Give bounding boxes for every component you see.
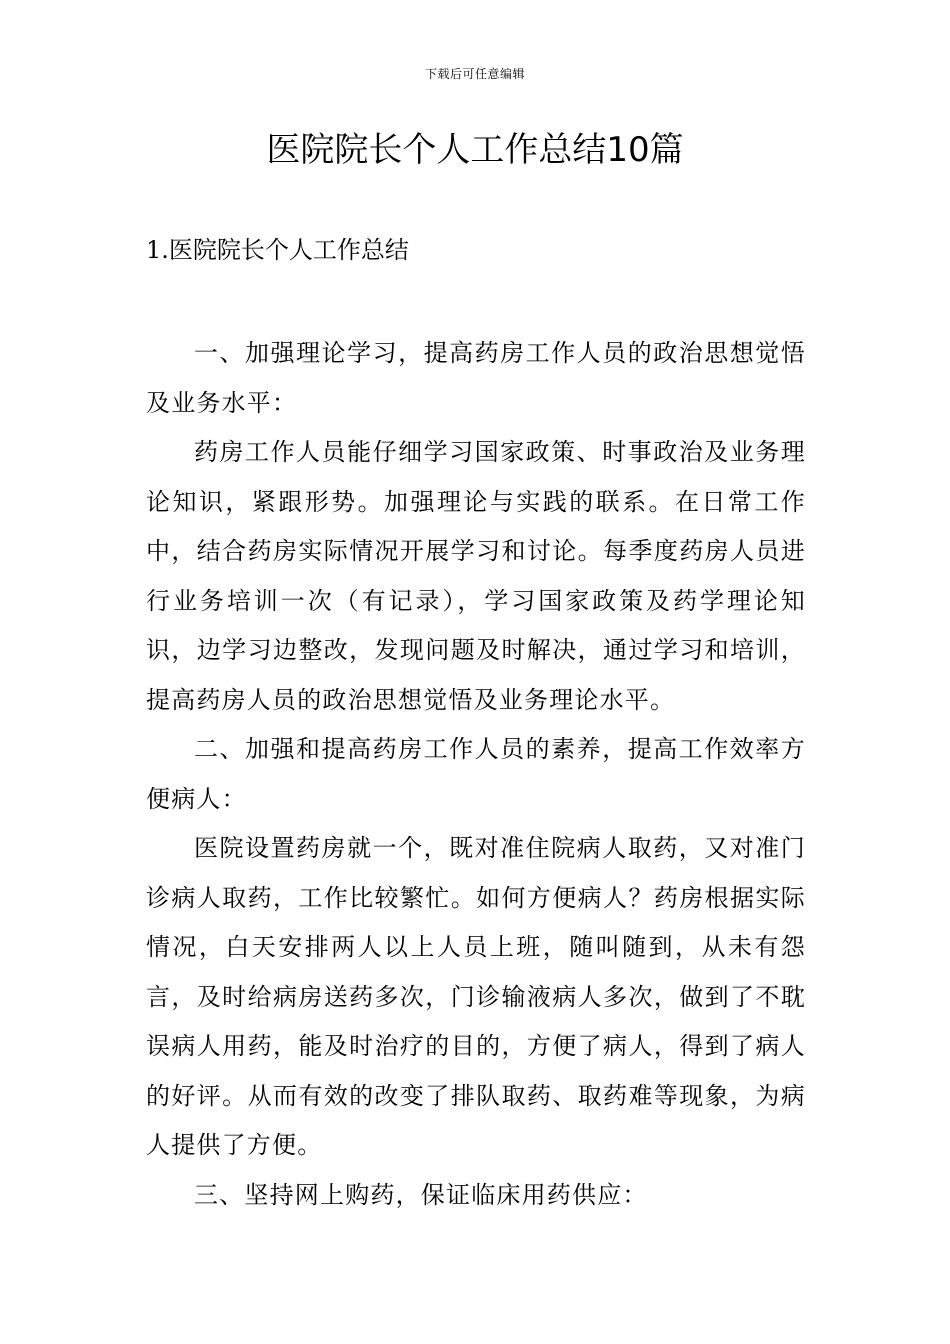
paragraph-2: 药房工作人员能仔细学习国家政策、时事政治及业务理论知识，紧跟形势。加强理论与实践的联系。在日常工作中，结合药房实际情况开展学习和讨论。每季度药房人员进行业务培训一次（有记录），学习国家政策及药学理论知识，边学习边整改，发现问题及时解决，通过学习和培训，提高药房人员的政治思想觉悟及业务理论水平。 [146, 438, 806, 714]
paragraph-5: 三、坚持网上购药，保证临床用药供应： [194, 1180, 648, 1209]
section-heading: 1.医院院长个人工作总结 [146, 236, 409, 264]
paragraph-3: 二、加强和提高药房工作人员的素养，提高工作效率方便病人： [146, 735, 806, 813]
document-title: 医院院长个人工作总结10篇 [266, 130, 684, 170]
paragraph-4: 医院设置药房就一个，既对准住院病人取药，又对准门诊病人取药，工作比较繁忙。如何方便病人？药房根据实际情况，白天安排两人以上人员上班，随叫随到，从未有怨言，及时给病房送药多次，门诊输液病人多次，做到了不耽误病人用药，能及时治疗的目的，方便了病人，得到了病人的好评。从而有效的改变了排队取药、取药难等现象，为病人提供了方便。 [146, 834, 806, 1159]
paragraph-1: 一、加强理论学习，提高药房工作人员的政治思想觉悟及业务水平： [146, 339, 806, 417]
document-body [146, 329, 806, 1220]
header-note: 下载后可任意编辑 [424, 67, 525, 81]
